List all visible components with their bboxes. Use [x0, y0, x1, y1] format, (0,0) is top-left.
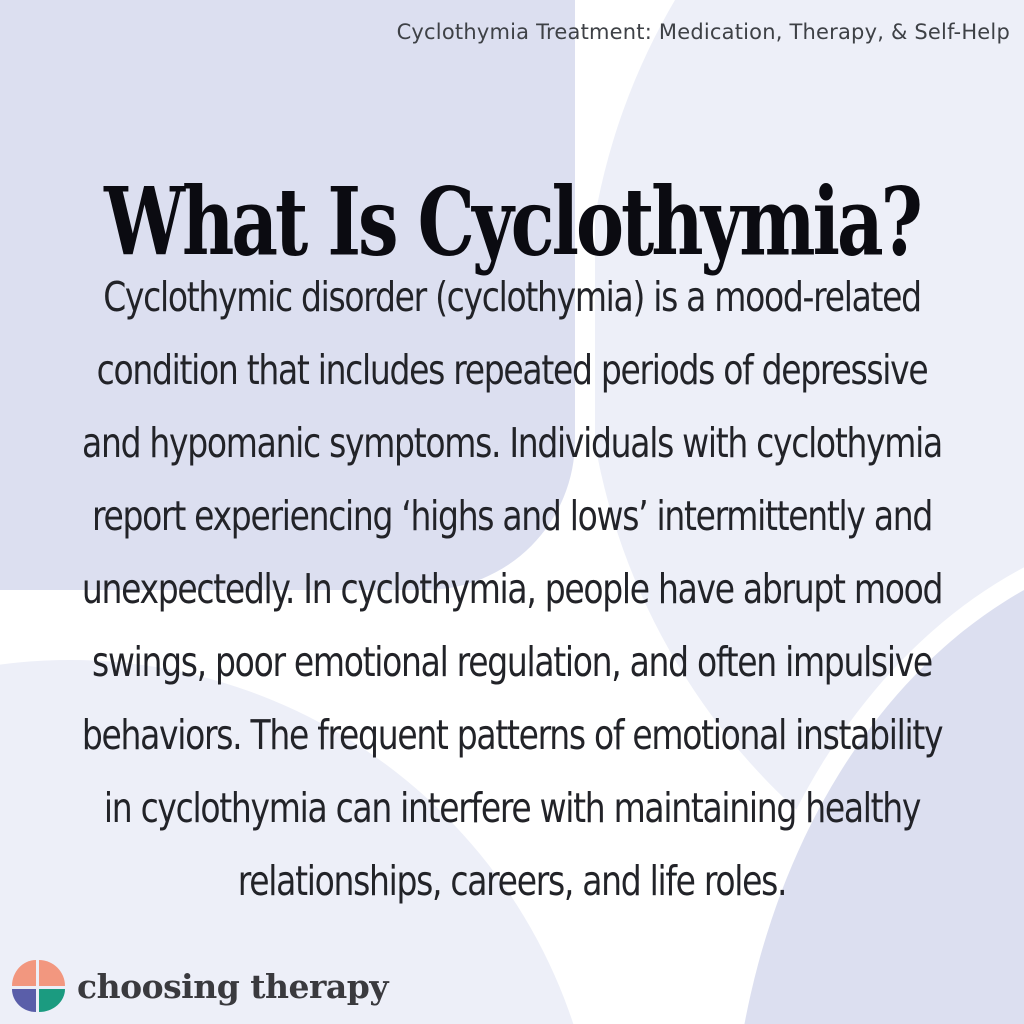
body-line: behaviors. The frequent patterns of emotional instability — [81, 710, 943, 759]
logo-leaf-top-right-icon — [39, 960, 65, 986]
logo-leaf-top-left-icon — [12, 960, 36, 986]
page-title: What Is Cyclothymia? — [104, 166, 920, 277]
body-line: condition that includes repeated periods of depressive — [96, 345, 928, 394]
choosing-therapy-logo — [12, 960, 388, 1012]
logo-leaf-bottom-right-icon — [39, 989, 65, 1012]
logo-leaf-bottom-left-icon — [12, 989, 36, 1012]
header-caption: Cyclothymia Treatment: Medication, Therapy, & Self-Help — [396, 20, 1010, 44]
body-line: relationships, careers, and life roles. — [237, 856, 787, 905]
body-line: report experiencing ‘highs and lows’ intermittently and — [91, 491, 933, 540]
choosing-therapy-logo-icon — [12, 960, 65, 1012]
body-line: Cyclothymic disorder (cyclothymia) is a mood-related — [103, 272, 921, 321]
body-line: swings, poor emotional regulation, and often impulsive — [92, 637, 932, 686]
body-line: unexpectedly. In cyclothymia, people have abrupt mood — [81, 564, 943, 613]
body-paragraph — [32, 260, 992, 917]
logo-wordmark: choosing therapy — [77, 966, 389, 1006]
body-line: in cyclothymia can interfere with maintaining healthy — [103, 783, 921, 832]
body-line: and hypomanic symptoms. Individuals with cyclothymia — [82, 418, 942, 467]
